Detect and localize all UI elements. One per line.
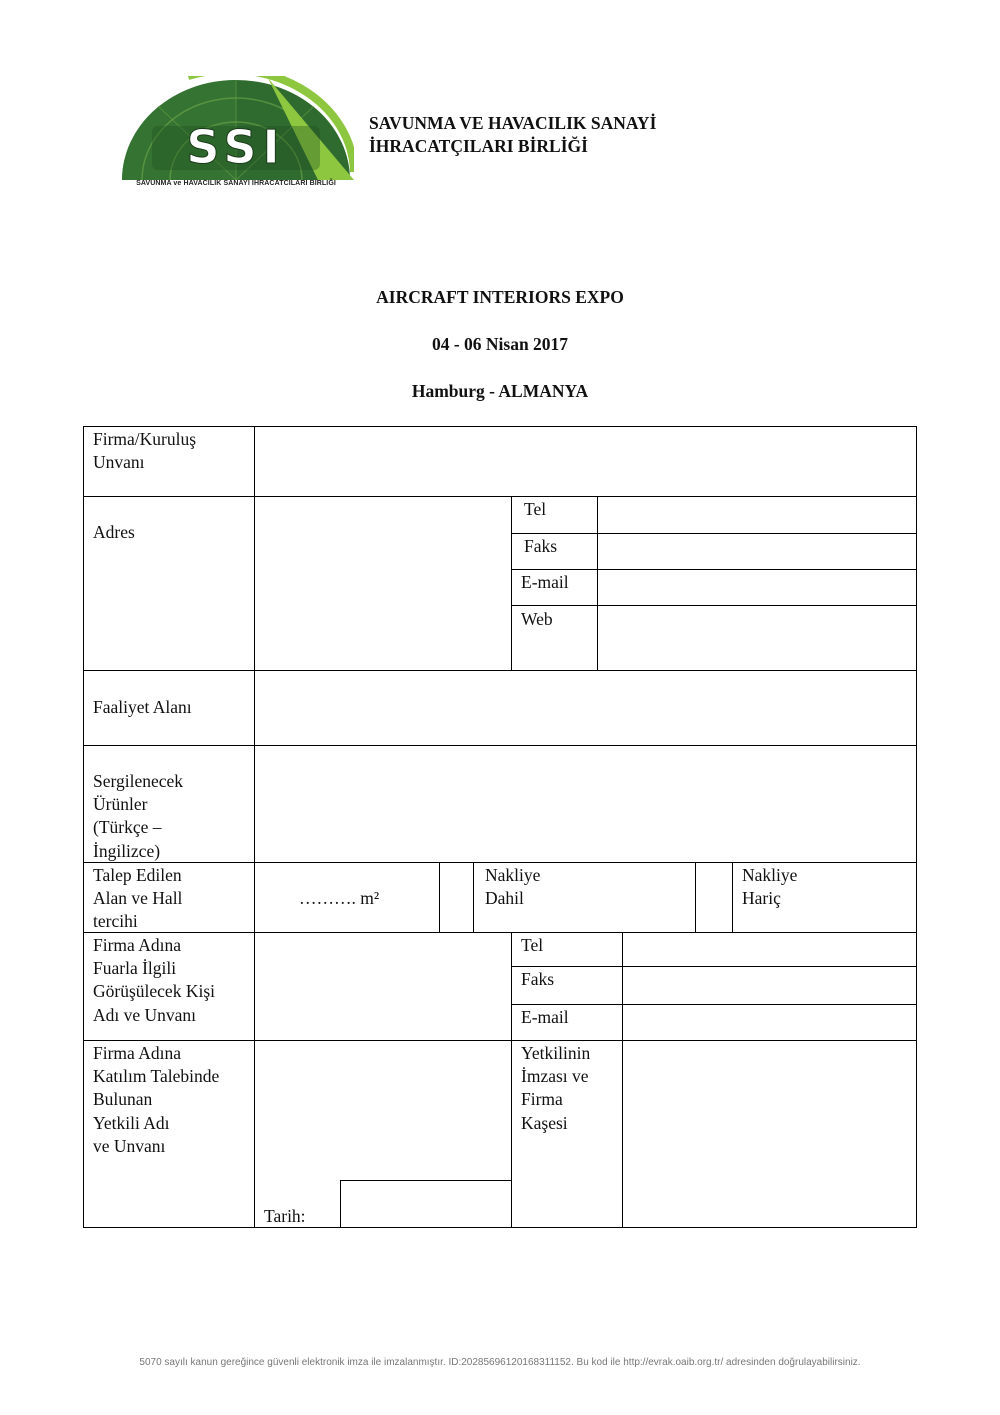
- date-box-left: [340, 1180, 341, 1228]
- contact-email-field[interactable]: [624, 1006, 915, 1039]
- signature-label: Yetkilinin İmzası ve Firma Kaşesi: [521, 1043, 591, 1133]
- fax-field[interactable]: [599, 535, 915, 568]
- contact-person-field[interactable]: [256, 934, 510, 1039]
- shipping-included-checkbox[interactable]: [441, 864, 472, 931]
- shipping-included-label: Nakliye Dahil: [485, 865, 541, 909]
- row-divider: [83, 745, 917, 746]
- web-label: Web: [521, 609, 553, 629]
- organization-name-line1: SAVUNMA VE HAVACILIK SANAYİ: [369, 113, 657, 133]
- event-dates: 04 - 06 Nisan 2017: [431, 334, 569, 354]
- organization-name-line2: İHRACATÇILARI BİRLİĞİ: [369, 136, 588, 156]
- row-divider: [83, 1040, 917, 1041]
- area-checkbox-divider: [439, 862, 440, 933]
- row-divider: [83, 496, 917, 497]
- date-field[interactable]: [342, 1182, 510, 1226]
- area-checkbox-divider: [732, 862, 733, 933]
- row-divider: [83, 862, 917, 863]
- shipping-excluded-checkbox[interactable]: [697, 864, 731, 931]
- contact-fax-field[interactable]: [624, 968, 915, 1003]
- contact-email-label: E-mail: [521, 1007, 569, 1027]
- address-subrow-divider: [511, 605, 917, 606]
- email-label: E-mail: [521, 572, 569, 592]
- row-divider: [83, 670, 917, 671]
- email-field[interactable]: [599, 571, 915, 604]
- address-subrow-divider: [511, 569, 917, 570]
- contact-fax-label: Faks: [521, 969, 555, 989]
- contact-person-label: Firma Adına Fuarla İlgili Görüşülecek Kişi Adı ve Unvanı: [93, 935, 215, 1025]
- area-value: ………. m²: [299, 888, 380, 908]
- event-location: Hamburg - ALMANYA: [411, 381, 589, 401]
- products-field[interactable]: [256, 747, 915, 861]
- table-border-bottom: [83, 1227, 917, 1228]
- signature-field[interactable]: [624, 1042, 915, 1226]
- logo-text: SSI: [186, 120, 286, 174]
- date-label: Tarih:: [264, 1206, 306, 1226]
- authorized-person-field[interactable]: [256, 1042, 510, 1179]
- organization-name: [369, 112, 656, 158]
- area-label: Talep Edilen Alan ve Hall tercihi: [93, 865, 183, 932]
- tel-label: Tel: [524, 499, 547, 519]
- products-label: Sergilenecek Ürünler (Türkçe – İngilizce): [93, 771, 184, 861]
- date-box-top: [340, 1180, 512, 1181]
- e-signature-footer: 5070 sayılı kanun gereğince güvenli elektronik imza ile imzalanmıştır. ID:20285696120168311152. Bu kod ile http://evrak.oaib.org.tr/ adresinden doğrulayabilirsiniz.: [139, 1357, 861, 1368]
- contact-subrow-divider: [511, 966, 917, 967]
- address-subrow-divider: [511, 533, 917, 534]
- contact-tel-field[interactable]: [624, 934, 915, 965]
- signature-divider: [622, 1040, 623, 1228]
- web-field[interactable]: [599, 607, 915, 669]
- company-title-label: Firma/Kuruluş Unvanı: [93, 429, 197, 473]
- address-contact-divider: [511, 496, 512, 671]
- contact-tel-label: Tel: [521, 935, 544, 955]
- label-column-divider: [254, 426, 255, 1228]
- table-border-right: [916, 426, 917, 1228]
- row-divider: [83, 932, 917, 933]
- authorized-divider: [511, 1040, 512, 1228]
- tel-field[interactable]: [599, 498, 915, 532]
- logo-caption: SAVUNMA ve HAVACILIK SANAYI IHRACATCILARI BIRLIĞI: [136, 180, 336, 187]
- area-checkbox-divider: [473, 862, 474, 933]
- shipping-excluded-label: Nakliye Hariç: [742, 865, 798, 909]
- address-field[interactable]: [256, 498, 510, 669]
- contact-value-divider: [622, 932, 623, 1041]
- table-border-top: [83, 426, 917, 427]
- activity-field[interactable]: [256, 672, 915, 744]
- authorized-person-label: Firma Adına Katılım Talebinde Bulunan Yetkili Adı ve Unvanı: [93, 1043, 220, 1156]
- contact-divider: [511, 932, 512, 1041]
- area-checkbox-divider: [695, 862, 696, 933]
- event-title: AIRCRAFT INTERIORS EXPO: [376, 287, 624, 307]
- contact-subrow-divider: [511, 1004, 917, 1005]
- address-value-divider: [597, 496, 598, 671]
- address-label: Adres: [93, 522, 135, 542]
- fax-label: Faks: [524, 536, 558, 556]
- table-border-left: [83, 426, 84, 1228]
- activity-label: Faaliyet Alanı: [93, 697, 192, 717]
- ssi-logo: [118, 76, 354, 194]
- company-title-field[interactable]: [256, 428, 915, 495]
